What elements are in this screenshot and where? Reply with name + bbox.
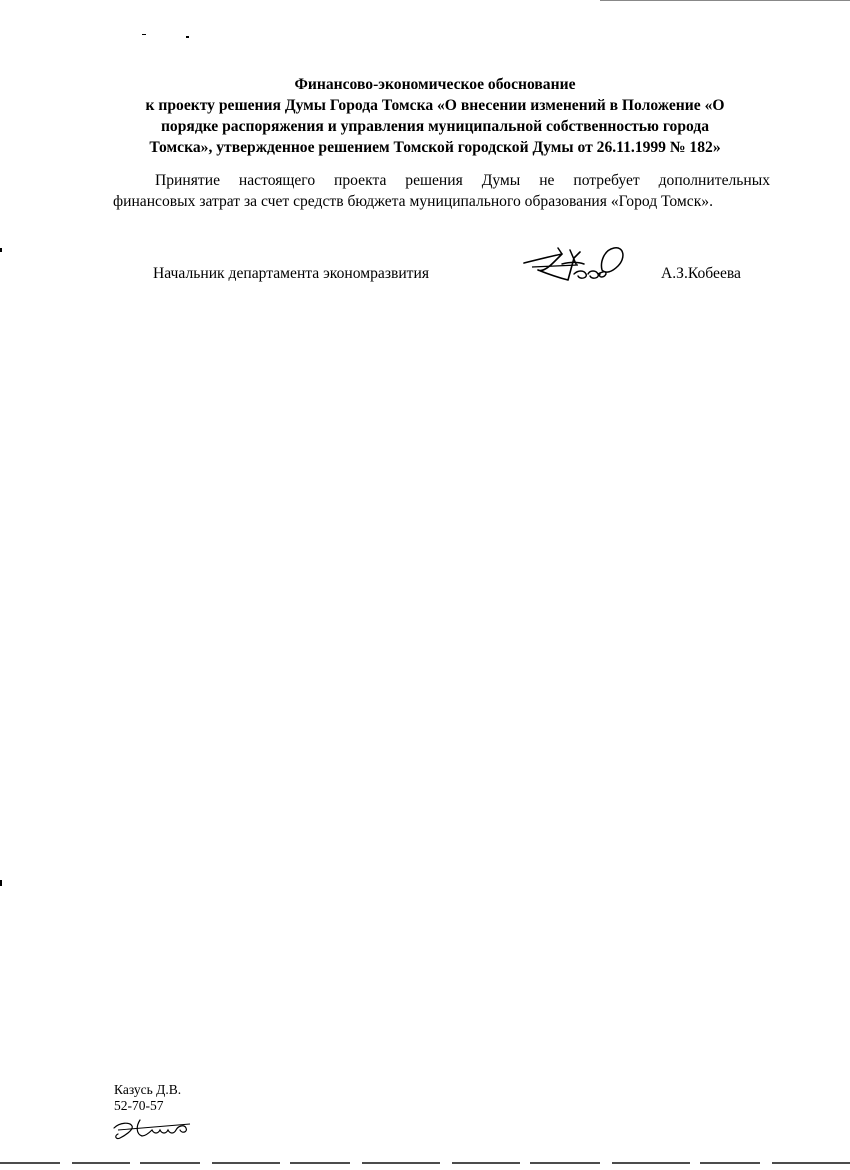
- scan-bottom-edge: [0, 1161, 850, 1167]
- executor-phone: 52-70-57: [114, 1098, 164, 1113]
- executor-name: Казусь Д.В.: [114, 1082, 182, 1097]
- signer-name: А.З.Кобеева: [661, 265, 741, 282]
- scan-mark-left-edge-2: [0, 880, 2, 886]
- scan-mark-top-rule: [600, 0, 850, 1]
- body-line: Принятие настоящего проекта решения Думы не потребует дополнительных: [155, 172, 770, 189]
- scan-mark-right: [186, 36, 189, 38]
- body-line: финансовых затрат за счет средств бюджета муниципального образования «Город Томск».: [113, 193, 713, 210]
- scan-mark-left: [142, 34, 146, 35]
- handwritten-initials-icon: [110, 1114, 195, 1140]
- body-paragraph: [113, 170, 770, 212]
- title-line: к проекту решения Думы Города Томска «О внесении изменений в Положение «О: [145, 97, 725, 114]
- title-line: Финансово-экономическое обоснование: [294, 76, 576, 93]
- document-title: [108, 74, 762, 158]
- footer-executor-info: [114, 1082, 181, 1114]
- title-line: Томска», утвержденное решением Томской городской Думы от 26.11.1999 № 182»: [149, 139, 721, 156]
- signer-position: Начальник департамента экономразвития: [153, 265, 430, 282]
- scan-mark-left-edge-1: [0, 248, 2, 252]
- handwritten-signature-icon: [518, 240, 628, 285]
- title-line: порядке распоряжения и управления муниципальной собственностью города: [160, 118, 710, 135]
